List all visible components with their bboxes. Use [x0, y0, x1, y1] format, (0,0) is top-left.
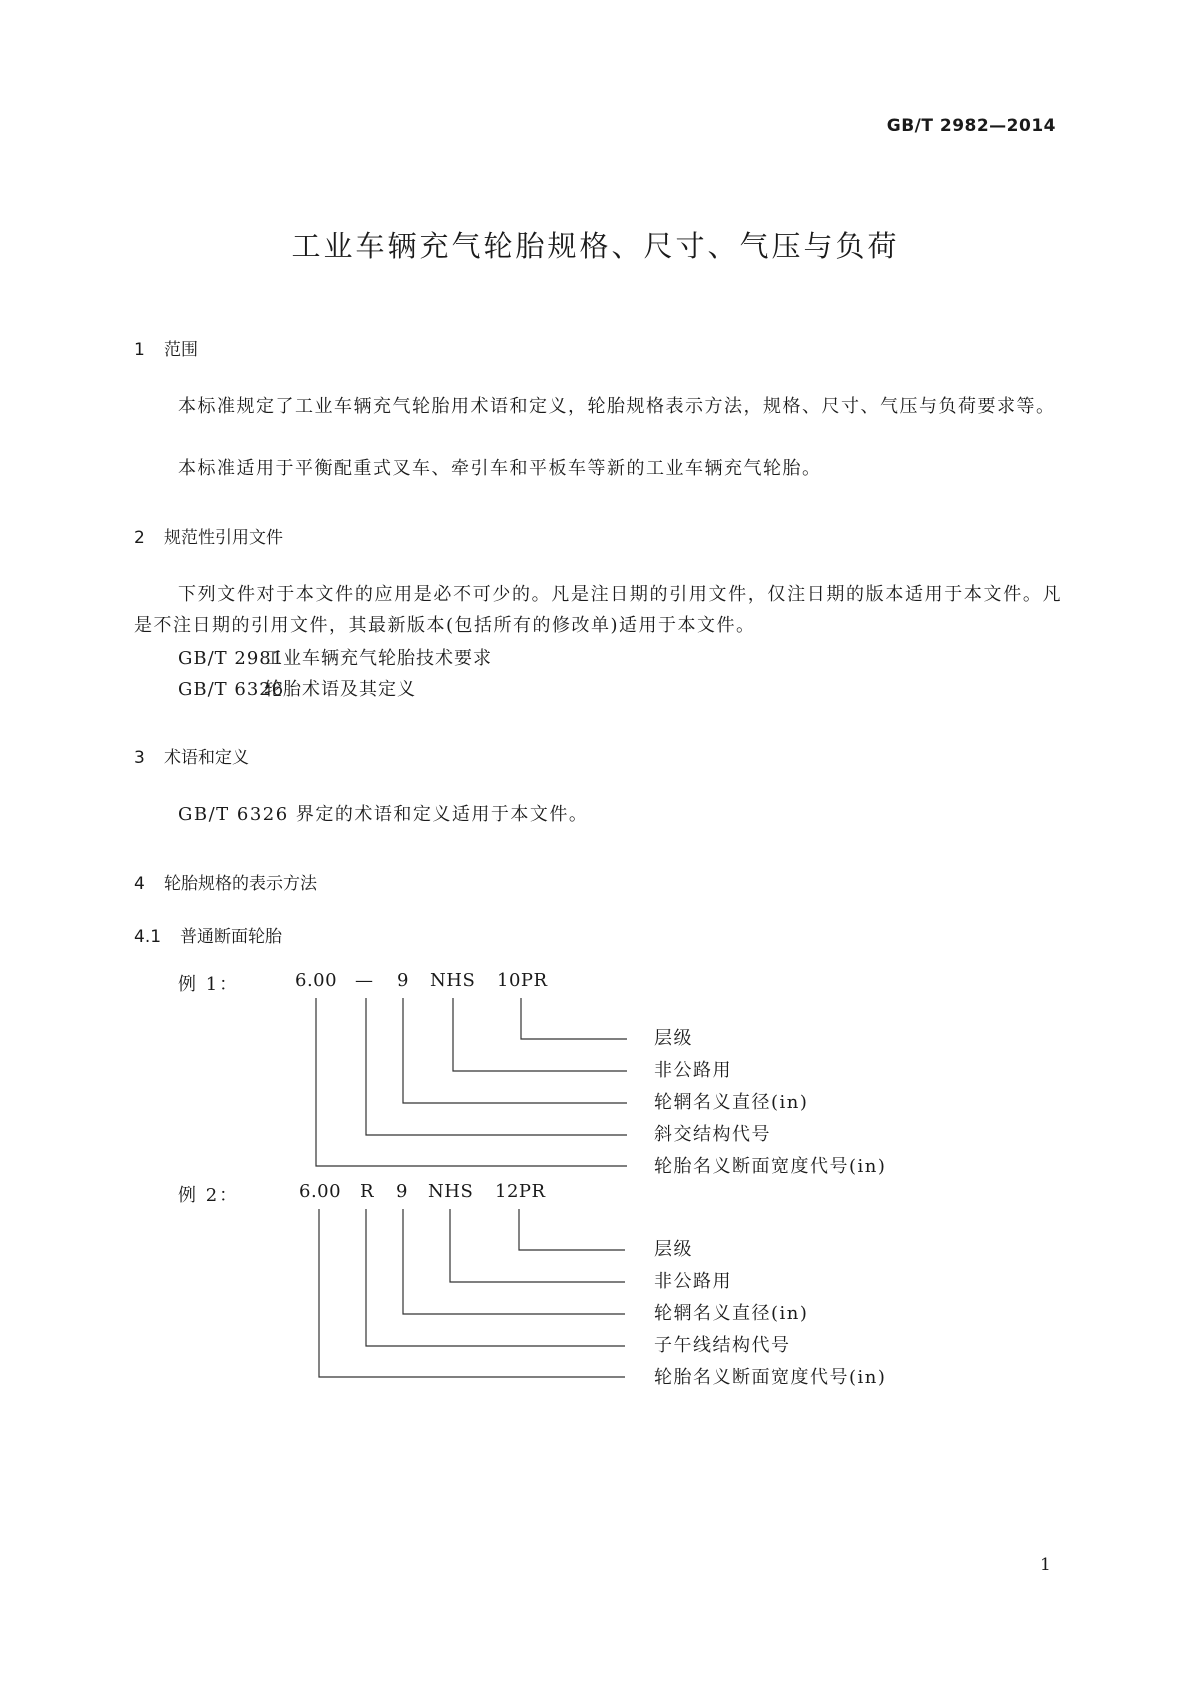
section-title: 范围 — [164, 340, 198, 360]
section-2-paragraph: 下列文件对于本文件的应用是必不可少的。凡是注日期的引用文件，仅注日期的版本适用于本文件。凡是不注日期的引用文件，其最新版本(包括所有的修改单)适用于本文件。 — [134, 584, 1062, 636]
section-number: 3 — [134, 748, 145, 768]
example-1-connector-ply — [521, 998, 627, 1039]
example-2-connector-service — [450, 1209, 625, 1282]
example-1-annotation-ply: 层级 — [654, 1028, 693, 1049]
section-number: 2 — [134, 528, 145, 548]
example-1-connector-width — [316, 998, 627, 1166]
example-1-ply-token: 10PR — [497, 970, 548, 991]
example-2-width-token: 6.00 — [299, 1181, 342, 1202]
section-number: 4.1 — [134, 927, 162, 947]
section-3-paragraph: GB/T 6326 界定的术语和定义适用于本文件。 — [178, 804, 589, 825]
section-1-paragraph-1: 本标准规定了工业车辆充气轮胎用术语和定义，轮胎规格表示方法，规格、尺寸、气压与负荷要求等。 — [178, 396, 1056, 417]
example-2-connector-ply — [519, 1209, 625, 1250]
section-title: 规范性引用文件 — [164, 528, 283, 548]
reference-title: 工业车辆充气轮胎技术要求 — [264, 648, 492, 669]
example-1-width-token: 6.00 — [295, 970, 338, 991]
example-2-annotation-rim: 轮辋名义直径(in) — [654, 1303, 809, 1324]
example-1-connector-service — [453, 998, 627, 1071]
example-2-connector-width — [319, 1209, 625, 1377]
example-2-annotation-service: 非公路用 — [654, 1271, 732, 1292]
example-1-annotation-rim: 轮辋名义直径(in) — [654, 1092, 809, 1113]
reference-code: GB/T 6326 — [178, 679, 285, 700]
example-1-connector-construction — [366, 998, 627, 1135]
section-number: 1 — [134, 340, 145, 360]
example-2-rim-token: 9 — [396, 1181, 408, 1202]
section-title: 普通断面轮胎 — [180, 927, 282, 947]
example-2-annotation-ply: 层级 — [654, 1239, 693, 1260]
example-2-annotation-construction: 子午线结构代号 — [654, 1335, 791, 1356]
example-2-ply-token: 12PR — [495, 1181, 546, 1202]
section-1-paragraph-2: 本标准适用于平衡配重式叉车、牵引车和平板车等新的工业车辆充气轮胎。 — [178, 458, 822, 479]
example-1-annotation-construction: 斜交结构代号 — [654, 1124, 771, 1145]
example-1-annotation-service: 非公路用 — [654, 1060, 732, 1081]
document-title: 工业车辆充气轮胎规格、尺寸、气压与负荷 — [291, 229, 900, 263]
example-2-service-token: NHS — [428, 1181, 474, 1202]
section-title: 轮胎规格的表示方法 — [164, 874, 317, 894]
example-1-rim-token: 9 — [397, 970, 409, 991]
page-number: 1 — [1040, 1555, 1051, 1575]
example-1-connector-rim — [403, 998, 627, 1103]
example-1-annotation-width: 轮胎名义断面宽度代号(in) — [654, 1156, 887, 1177]
example-1-construction-token: — — [355, 970, 374, 991]
example-2-label: 例 2： — [178, 1185, 240, 1206]
example-2-connector-rim — [403, 1209, 625, 1314]
example-1-service-token: NHS — [430, 970, 476, 991]
section-number: 4 — [134, 874, 145, 894]
example-1-label: 例 1： — [178, 974, 240, 995]
section-title: 术语和定义 — [164, 748, 249, 768]
example-2-construction-token: R — [360, 1181, 375, 1202]
example-2-connector-construction — [366, 1209, 625, 1346]
reference-code: GB/T 2981 — [178, 648, 285, 669]
standard-code: GB/T 2982—2014 — [886, 116, 1056, 136]
example-2-annotation-width: 轮胎名义断面宽度代号(in) — [654, 1367, 887, 1388]
reference-title: 轮胎术语及其定义 — [264, 679, 416, 700]
